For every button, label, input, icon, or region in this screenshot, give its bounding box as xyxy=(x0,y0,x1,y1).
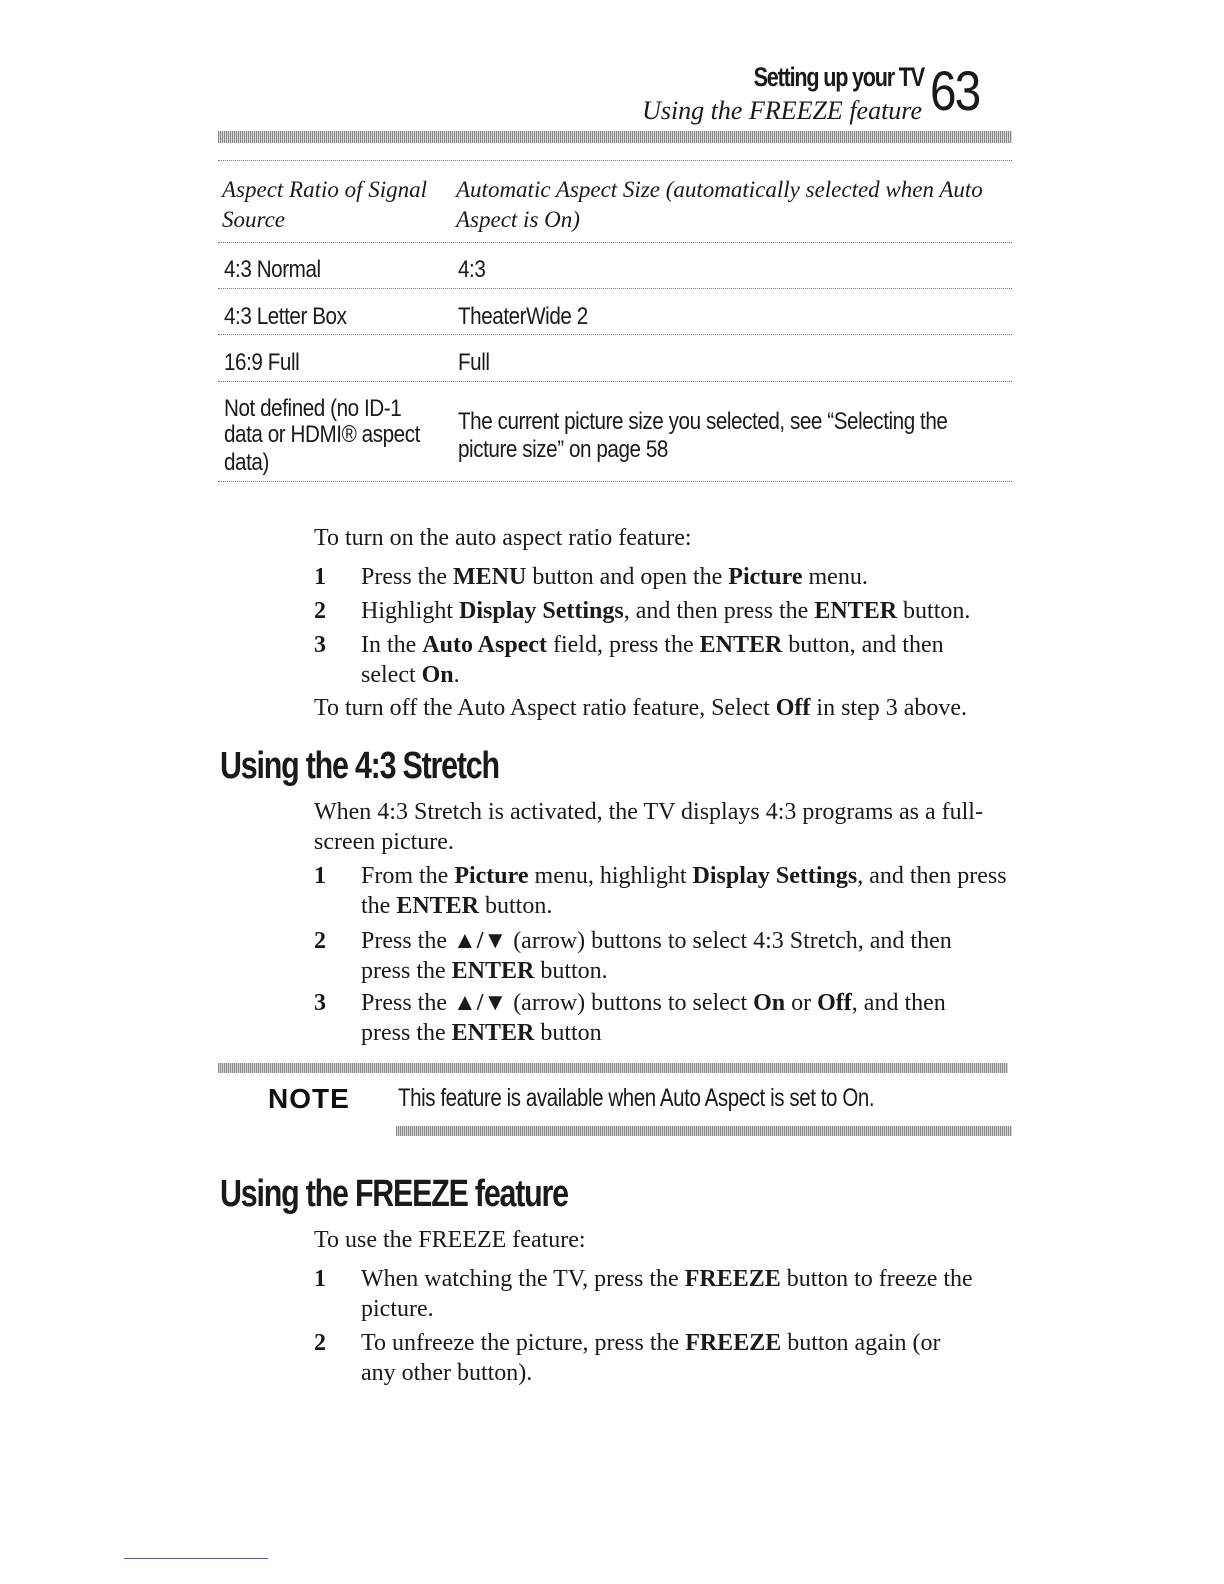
auto-aspect-step-2: Highlight Display Settings, and then press the ENTER button. xyxy=(361,598,971,624)
table-cell-signal: Not defined (no ID-1 xyxy=(224,395,402,422)
section-heading-stretch: Using the 4:3 Stretch xyxy=(220,745,499,787)
note-rule-top xyxy=(218,1063,1008,1073)
step-number: 1 xyxy=(314,863,326,889)
table-rule xyxy=(218,334,1012,335)
table-header-signal: Aspect Ratio of Signal Source xyxy=(222,177,428,232)
step-number: 3 xyxy=(314,632,326,658)
table-cell-signal: data or HDMI® aspect xyxy=(224,421,420,448)
stretch-step-3: Press the ▲/▼ (arrow) buttons to select On or Off, and then press the ENTER button xyxy=(361,990,946,1046)
note-label: NOTE xyxy=(268,1083,350,1114)
table-cell-size: TheaterWide 2 xyxy=(458,303,588,330)
step-number: 2 xyxy=(314,1330,326,1356)
freeze-step-1: When watching the TV, press the FREEZE button to freeze the picture. xyxy=(361,1266,973,1322)
step-number: 2 xyxy=(314,928,326,954)
stretch-step-2: Press the ▲/▼ (arrow) buttons to select 4:3 Stretch, and then press the ENTER button. xyxy=(361,928,952,984)
note-text: This feature is available when Auto Aspect is set to On. xyxy=(398,1084,875,1112)
footer-rule xyxy=(124,1558,268,1559)
table-cell-size: The current picture size you selected, see “Selecting the xyxy=(458,408,948,435)
table-cell-signal: 16:9 Full xyxy=(224,349,300,376)
page-number: 63 xyxy=(930,59,980,122)
step-number: 2 xyxy=(314,598,326,624)
step-number: 1 xyxy=(314,1266,326,1292)
stretch-intro: When 4:3 Stretch is activated, the TV displays 4:3 programs as a full-screen picture. xyxy=(314,799,983,855)
table-rule xyxy=(218,160,1012,161)
running-header-subsection: Using the FREEZE feature xyxy=(642,96,922,125)
table-rule xyxy=(218,288,1012,289)
section-heading-freeze: Using the FREEZE feature xyxy=(220,1173,568,1215)
table-cell-signal: 4:3 Normal xyxy=(224,256,321,283)
table-cell-size: Full xyxy=(458,349,490,376)
stretch-step-1: From the Picture menu, highlight Display Settings, and then press the ENTER button. xyxy=(361,863,1007,919)
table-rule xyxy=(218,481,1012,482)
freeze-step-2: To unfreeze the picture, press the FREEZE button again (or any other button). xyxy=(361,1330,941,1386)
note-rule-bottom xyxy=(396,1126,1012,1136)
step-number: 1 xyxy=(314,564,326,590)
table-cell-size: picture size” on page 58 xyxy=(458,436,668,463)
step-number: 3 xyxy=(314,990,326,1016)
auto-aspect-intro: To turn on the auto aspect ratio feature: xyxy=(314,525,692,551)
table-cell-size: 4:3 xyxy=(458,256,486,283)
freeze-intro: To use the FREEZE feature: xyxy=(314,1227,586,1253)
auto-aspect-step-1: Press the MENU button and open the Picture menu. xyxy=(361,564,868,590)
auto-aspect-step-3: In the Auto Aspect field, press the ENTER button, and then select On. xyxy=(361,632,944,688)
table-rule xyxy=(218,381,1012,382)
table-header-size: Automatic Aspect Size (automatically selected when Auto Aspect is On) xyxy=(456,177,983,232)
running-header-section: Setting up your TV xyxy=(753,62,924,92)
auto-aspect-outro: To turn off the Auto Aspect ratio feature, Select Off in step 3 above. xyxy=(314,695,968,721)
table-cell-signal: data) xyxy=(224,449,269,476)
table-cell-signal: 4:3 Letter Box xyxy=(224,303,347,330)
table-rule xyxy=(218,242,1012,243)
header-rule xyxy=(218,131,1012,143)
